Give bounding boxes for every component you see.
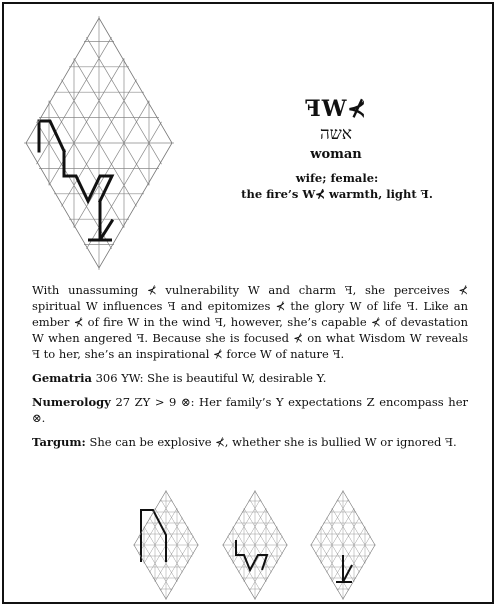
lattice-diagram-shin: [222, 490, 288, 600]
lattice-diagram-he: [133, 490, 199, 600]
description-paragraph: With unassuming ⊀ vulnerability W and charm ꟻ, she perceives ⊀ spiritual W influences ꟻ and epitomizes ⊀ the glory W of life ꟻ. Like an ember ⊀ of fire W in the wind ꟻ, however, she’s capable ⊀ of devastation W when angered ꟻ. Because she is focused ⊀ on what Wisdom W reveals ꟻ to her, she’s an inspirational ⊀ force W of nature ꟻ.: [32, 283, 468, 361]
definition-line-2: the fire’s W⊀ warmth, light ꟻ.: [241, 187, 433, 201]
hebrew-word: אשה: [319, 124, 353, 144]
paleo-word: ꟻW⊀: [305, 96, 367, 122]
numerology-value: 27 ZY > 9 ⊗: Her family’s Y expectations Z encompass her ⊗.: [32, 395, 469, 425]
gematria-line: [32, 370, 468, 386]
letter-shin-stroke: [236, 540, 267, 570]
lattice-grid: [310, 490, 376, 600]
english-word: woman: [310, 147, 362, 162]
gematria-label: Gematria: [32, 371, 92, 385]
letter-he-stroke: [39, 121, 64, 151]
lattice-grid: [222, 490, 288, 600]
lattice-diagram-aleph: [310, 490, 376, 600]
numerology-line: [32, 394, 468, 426]
word-heading: [236, 96, 436, 164]
targum-value: She can be explosive ⊀, whether she is bullied W or ignored ꟻ.: [89, 435, 457, 449]
targum-label: Targum:: [32, 435, 86, 449]
gematria-value: 306 YW: She is beautiful W, desirable Y.: [95, 371, 327, 385]
letter-aleph-stroke: [88, 201, 112, 240]
definition-line-1: wife; female:: [295, 171, 379, 185]
lattice-diagram-word: [24, 16, 174, 270]
definition-block: [232, 170, 442, 202]
numerology-label: Numerology: [32, 395, 111, 409]
letter-he-stroke: [141, 510, 166, 562]
targum-line: [32, 434, 468, 450]
body-text: [32, 282, 468, 458]
